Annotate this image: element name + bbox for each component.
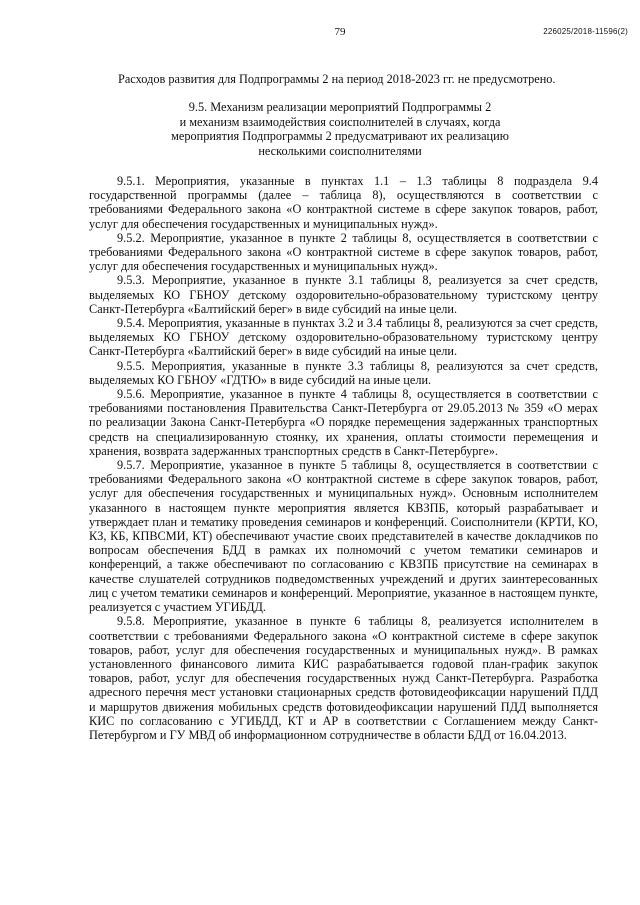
section-heading-line: 9.5. Механизм реализации мероприятий Подпрограммы 2 <box>188 100 492 114</box>
paragraph-9-5-3: 9.5.3. Мероприятие, указанное в пункте 3.1 таблицы 8, реализуется за счет средств, выделяемых КО ГБНОУ детскому оздоровительно-образовательному туристскому центру Санкт-Петербурга «Балтийский берег» в виде субсидий на иные цели. <box>89 273 598 316</box>
section-heading-line: и механизм взаимодействия соисполнителей в случаях, когда <box>179 114 501 129</box>
page-number: 79 <box>334 26 346 38</box>
paragraph-9-5-7: 9.5.7. Мероприятие, указанное в пункте 5 таблицы 8, осуществляется в соответствии с требованиями Федерального закона «О контрактной системе в сфере закупок товаров, работ, услуг для обеспечения государственных и муниципальных нужд». Основным исполнителем указанного в настоящем пункте мероприятия является КВЗПБ, который разрабатывает и утверждает план и тематику проведения семинаров и конференций. Соисполнители (КРТИ, КО, КЗ, КБ, КПВСМИ, КТ) обеспечивают участие своих представителей в качестве докладчиков по вопросам обеспечения БДД в рамках их полномочий с учетом тематики семинаров и конференций, а также обеспечивают по согласованию с КВЗПБ присутствие на семинарах в качестве слушателей сотрудников подведомственных учреждений и других заинтересованных лиц с учетом тематики семинаров и конференций. Мероприятие, указанное в настоящем пункте, реализуется с участием УГИБДД. <box>89 458 598 615</box>
document-body <box>89 174 598 742</box>
section-heading-line: мероприятия Подпрограммы 2 предусматривают их реализацию <box>171 129 509 143</box>
paragraph-9-5-5: 9.5.5. Мероприятия, указанные в пункте 3.3 таблицы 8, реализуются за счет средств, выделяемых КО ГБНОУ «ГДТЮ» в виде субсидий на иные цели. <box>89 358 598 387</box>
document-code: 226025/2018-11596(2) <box>543 27 628 36</box>
paragraph-9-5-1: 9.5.1. Мероприятия, указанные в пунктах 1.1 – 1.3 таблицы 8 подраздела 9.4 государственной программы (далее – таблица 8), осуществляются в соответствии с требованиями Федерального закона «О контрактной системе в сфере закупок товаров, работ, услуг для обеспечения государственных и муниципальных нужд». <box>89 174 598 231</box>
section-heading-line: несколькими соисполнителями <box>258 143 422 158</box>
paragraph-9-5-8: 9.5.8. Мероприятие, указанное в пункте 6 таблицы 8, реализуется исполнителем в соответствии с требованиями Федерального закона «О контрактной системе в сфере закупок товаров, работ, услуг для обеспечения государственных и муниципальных нужд». В рамках установленного финансового лимита КИС разрабатывается годовой план-график закупок товаров, работ, услуг для обеспечения государственных нужд Санкт-Петербурга. Разработка адресного перечня мест установки стационарных средств фотовидеофиксации нарушений ПДД и маршрутов движения мобильных средств фотовидеофиксации нарушений ПДД выполняется КИС по согласованию с УГИБДД, КТ и АР в соответствии с Соглашением между Санкт-Петербургом и ГУ МВД об информационном сотрудничестве в области БДД от 16.04.2013. <box>89 614 598 742</box>
paragraph-9-5-6: 9.5.6. Мероприятие, указанное в пункте 4 таблицы 8, осуществляется в соответствии с требованиями постановления Правительства Санкт-Петербурга от 29.05.2013 № 359 «О мерах по реализации Закона Санкт-Петербурга «О порядке перемещения задержанных транспортных средств на специализированную стоянку, их хранения, оплаты стоимости перемещения и хранения, возврата задержанных транспортных средств в Санкт-Петербурге». <box>89 387 598 458</box>
intro-text: Расходов развития для Подпрограммы 2 на период 2018-2023 гг. не предусмотрено. <box>118 72 556 86</box>
section-heading <box>90 100 590 158</box>
paragraph-9-5-2: 9.5.2. Мероприятие, указанное в пункте 2 таблицы 8, осуществляется в соответствии с требованиями Федерального закона «О контрактной системе в сфере закупок товаров, работ, услуг для обеспечения государственных и муниципальных нужд». <box>89 230 598 274</box>
paragraph-9-5-4: 9.5.4. Мероприятия, указанные в пунктах 3.2 и 3.4 таблицы 8, реализуются за счет средств, выделяемых КО ГБНОУ детскому оздоровительно-образовательному туристскому центру Санкт-Петербурга «Балтийский берег» в виде субсидий на иные цели. <box>89 316 598 359</box>
